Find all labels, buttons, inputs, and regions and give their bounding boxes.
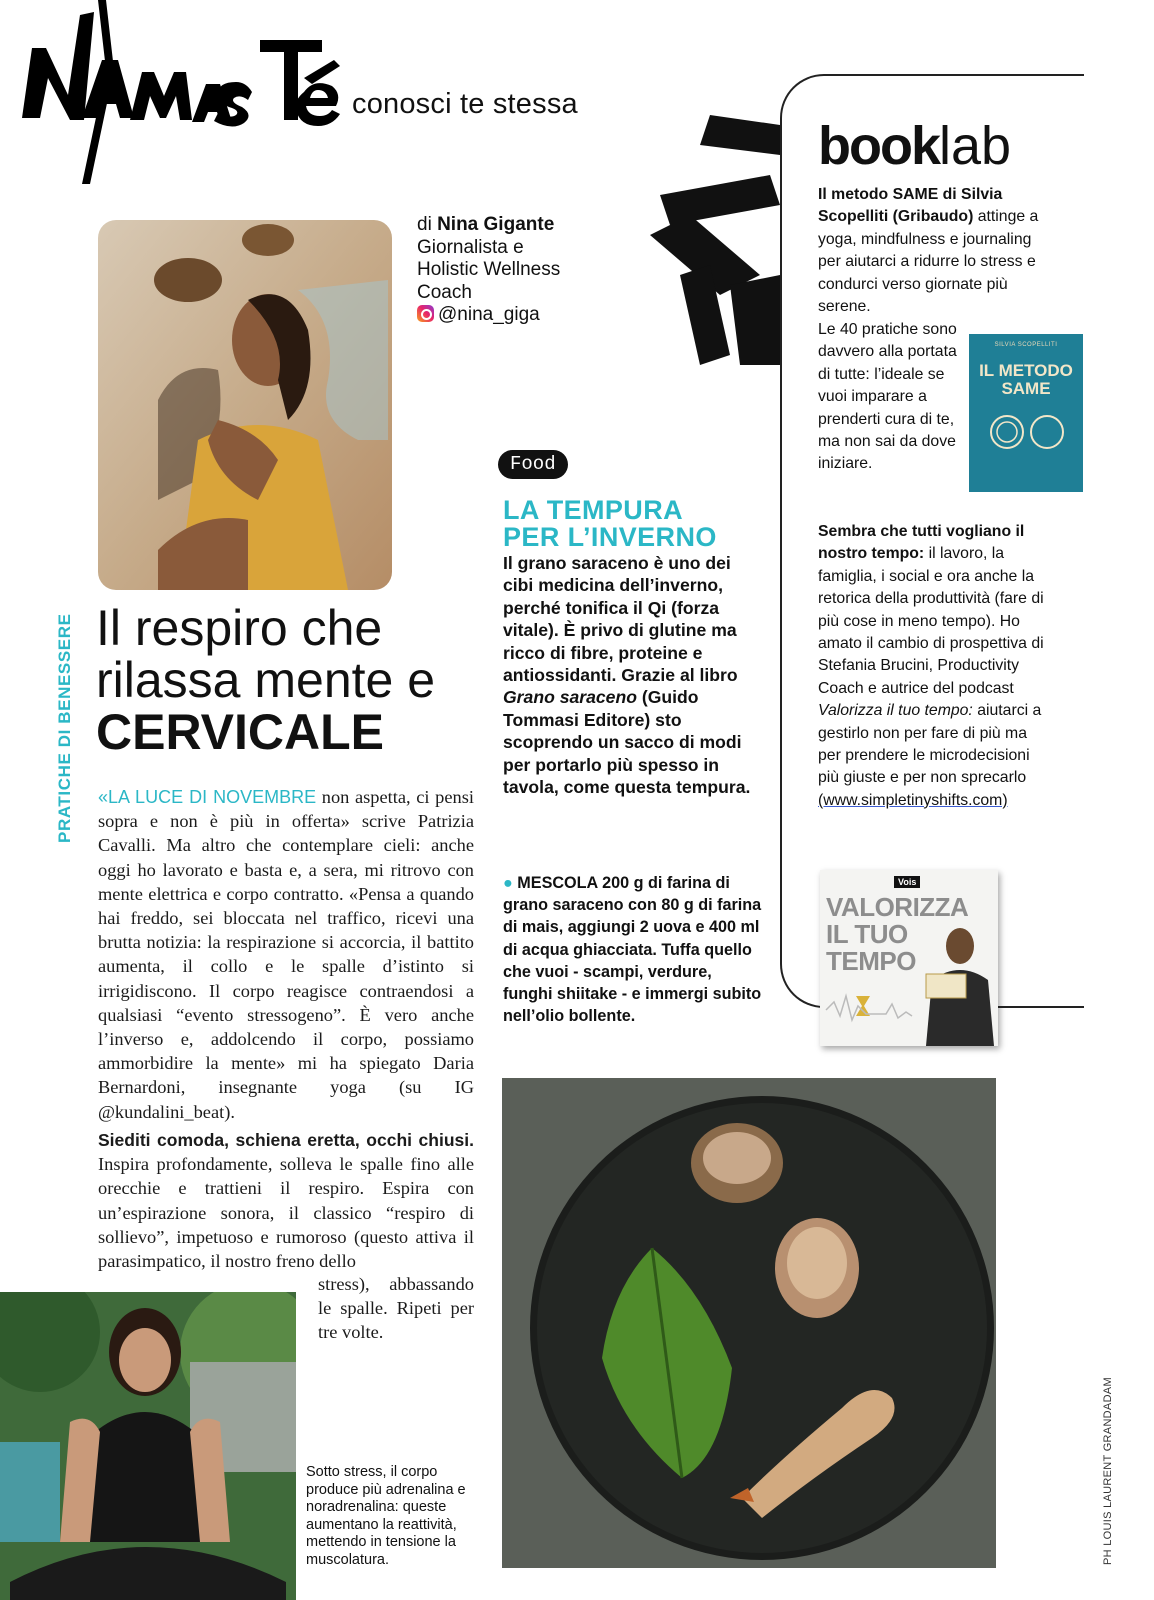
food-body-text-2: (Guido Tommasi Editore) sto scoprendo un sacco di modi per portarlo più spesso in tavola, come questa tempura.	[503, 687, 751, 798]
recipe-text: MESCOLA 200 g di farina di grano saraceno con 80 g di farina di mais, aggiungi 2 uova e 400 ml di acqua ghiacciata. Tuffa quello che vuoi - scampi, verdure, funghi shiitake - e immergi subito nell’olio bollente.	[503, 874, 762, 1026]
bullet-icon: ●	[503, 874, 513, 892]
booklab-title-light: lab	[939, 116, 1012, 176]
booklab-review-2	[818, 521, 1050, 812]
article-paragraph-2	[98, 1128, 474, 1273]
author-handle[interactable]: @nina_giga	[438, 304, 540, 325]
cover-title: VALORIZZA IL TUO TEMPO	[826, 892, 968, 976]
instagram-icon	[417, 305, 434, 322]
yoga-caption: Sotto stress, il corpo produce più adrenalina e noradrenalina: queste aumentano la reattività, mettendo in tensione la muscolatura.	[306, 1464, 466, 1568]
book-cover-valorizza	[820, 870, 998, 1046]
section-kicker: PRATICHE DI BENESSERE	[55, 613, 74, 843]
book-cover-metodo-same	[969, 334, 1083, 492]
tempura-photo	[502, 1078, 996, 1568]
article-p2-text: Inspira profondamente, solleva le spalle fino alle orecchie e trattieni il respiro. Espira con un’espirazione sonora, il classico “respiro di sollievo”, impetuoso e rumoroso (questo attiva il parasimpatico, il nostro freno dello	[98, 1154, 474, 1272]
author-role: Giornalista e Holistic Wellness Coach	[417, 236, 561, 303]
book-title-grano: Grano saraceno	[503, 687, 637, 708]
food-body-text: Il grano saraceno è uno dei cibi medicina dell’inverno, perché tonifica il Qi (forza vitale). È privo di glutine ma ricco di fibre, proteine e antiossidanti. Grazie al libro	[503, 553, 738, 686]
article-p1-text: non aspetta, ci pensi sopra e non è più in offerta» scrive Patrizia Cavalli. Ma altro che contemplare cieli: anche oggi ho lavorato e basta e, a sera, mi ritrovo con mente elettrica e corpo contratto. «Pensa a quando hai freddo, sei bloccata nel traffico, ricevi una brutta notizia: la respirazione si accorcia, il battito aumenta, il collo e le spalle d’istinto si irrigidiscono. Il corpo reagisce contraendosi a qualsiasi “evento stressogeno”. È vero anche l’inverso e, addolcendo il corpo, possiamo ammorbidire la mente» mi ha spiegato Daria Bernardoni, insegnante yoga (su IG @kundalini_beat).	[98, 787, 474, 1122]
booklab-title	[818, 116, 1011, 176]
book-stack-icon	[650, 115, 780, 365]
divider	[998, 1006, 1084, 1008]
logo-text: Namasté	[22, 0, 27, 1]
booklab-review-1-text: attinge a yoga, mindfulness e journaling per aiutarci a ridurre lo stress e condurci verso giornate più serene.	[818, 208, 1039, 316]
book-1-title: Il metodo SAME di Silvia Scopelliti (Gribaudo)	[818, 186, 1003, 226]
yoga-photo	[0, 1292, 296, 1600]
website-link[interactable]: (www.simpletinyshifts.com)	[818, 791, 1008, 809]
booklab-title-bold: book	[818, 116, 939, 176]
booklab-review-1-cont: Le 40 pratiche sono davvero alla portata di tutte: l’ideale se vuoi imparare a prenderti cura di te, ma non sai da dove iniziare.	[818, 321, 957, 473]
author-photo	[98, 220, 392, 590]
article-headline	[96, 602, 486, 758]
author-name: Nina Gigante	[437, 214, 555, 235]
article-paragraph-3: stress), abbassando le spalle. Ripeti per tre volte.	[318, 1274, 474, 1343]
author-prefix: di	[417, 214, 432, 235]
cover-title: IL METODO SAME	[979, 361, 1073, 398]
cover-badge: Vois	[894, 876, 920, 888]
booklab-review-2-text: il lavoro, la famiglia, i social e ora anche la retorica della produttività (fare di più cose in meno tempo). Ho amato il cambio di prospettiva di Stefania Brucini, Productivity Coach e autrice del podcast	[818, 545, 1044, 697]
article-lead: «LA LUCE DI NOVEMBRE	[98, 787, 317, 807]
headline-light: Il respiro che rilassa mente e	[96, 600, 436, 708]
photo-credit: PH LOUIS LAURENT GRANDADAM	[1102, 1377, 1114, 1565]
food-body	[503, 552, 763, 798]
food-title: LA TEMPURA PER L’INVERNO	[503, 495, 717, 552]
article-paragraph-1	[98, 785, 474, 1124]
food-tag: Food	[498, 450, 568, 479]
booklab-review-1	[818, 184, 1040, 318]
podcast-title: Valorizza il tuo tempo:	[818, 702, 973, 720]
cover-author: SILVIA SCOPELLITI	[994, 342, 1058, 348]
author-byline	[417, 214, 577, 327]
exercise-lead: Siediti comoda, schiena eretta, occhi chiusi.	[98, 1130, 474, 1150]
namaste-logo	[22, 0, 352, 190]
recipe	[503, 872, 763, 1027]
section-subtitle: conosci te stessa	[352, 88, 578, 120]
headline-bold: CERVICALE	[96, 704, 385, 760]
booklab-review-2-text-2: aiutarci a gestirlo non per fare di più ma per prendere le microdecisioni più giuste e per non sprecarlo	[818, 702, 1042, 787]
book-2-lead: Sembra che tutti vogliano il nostro tempo:	[818, 523, 1025, 563]
